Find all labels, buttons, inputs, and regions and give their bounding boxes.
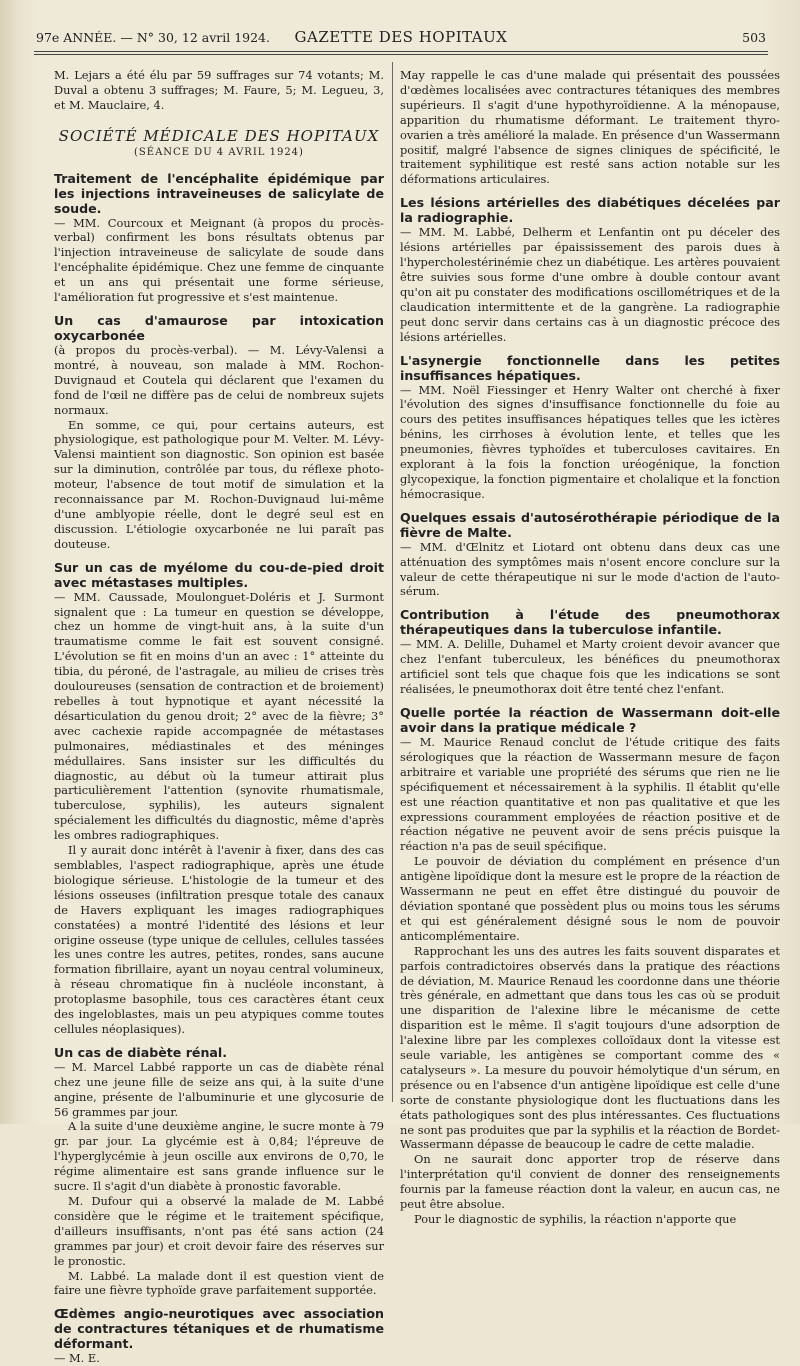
section-subtitle: (SÉANCE DU 4 AVRIL 1924) (134, 146, 304, 158)
article-body: — M. Marcel Labbé rapporte un cas de diabète rénal chez une jeune fille de seize ans qui, à la suite d'une angine, présente de l'albuminurie et une glycosurie de 56 grammes par jour. (54, 1059, 384, 1119)
journal-title: GAZETTE DES HOPITAUX (294, 28, 508, 46)
article-title: Traitement de l'encéphalite épidémique par les injections intraveineuses de salicylate de soude. (54, 170, 384, 216)
section-title: SOCIÉTÉ MÉDICALE DES HOPITAUX (58, 126, 380, 145)
article-paragraph: Rapprochant les uns des autres les faits souvent disparates et parfois contradictoires observés dans la pratique des réactions de déviation, M. Maurice Renaud les coordonne dans une théorie très générale, en admettant que dans tous les cas où se produit une disparition de l'alexine libre le mécanisme de cette disparition est le même. Il s'agit toujours d'une adsorption de l'alexine libre par les complexes colloïdaux dont la vitesse est seule variable, les antigènes se comportant comme des « catalyseurs ». La mesure du pouvoir hémolytique d'un sérum, en présence ou en l'absence d'un antigène lipoïdique est celle d'une sorte de constante physiologique dont les fluctuations dans les états pathologiques sont des plus intéressantes. Ces fluctuations ne sont pas produites que par la syphilis et la réaction de Bordet-Wassermann dépasse de beaucoup le cadre de cette maladie. (400, 943, 780, 1152)
article-paragraph: On ne saurait donc apporter trop de réserve dans l'interprétation qu'il convient de donner des renseignements fournis par la fameuse réaction dont la valeur, en aucun cas, ne peut être absolue. (400, 1152, 780, 1212)
article-paragraph: M. Dufour qui a observé la malade de M. Labbé considère que le régime et le traitement spécifique, d'ailleurs insuffisants, n'ont pas été sans action (24 grammes par jour) et croit devoir faire des réserves sur le pronostic. (54, 1194, 384, 1268)
article-continuation: May rappelle le cas d'une malade qui présentait des poussées d'œdèmes localisées avec contractures tétaniques des membres supérieurs. Il s'agit d'une hypothyroïdienne. A la ménopause, apparition du rhumatisme déformant. Le traitement thyro-ovarien a très amélioré la malade. En présence d'un Wassermann positif, malgré l'absence de signes cliniques de spécificité, le traitement syphilitique est resté sans action notable sur les déformations articulaires. (400, 68, 780, 187)
election-paragraph: M. Lejars a été élu par 59 suffrages sur 74 votants; M. Duval a obtenu 3 suffrages; M. Faure, 5; M. Legueu, 3, et M. Mauclaire, 4. (54, 68, 384, 112)
header-rule-secondary (34, 54, 768, 55)
article-title: Sur un cas de myélome du cou-de-pied droit avec métastases multiples. (54, 559, 384, 590)
article-paragraph: Il y aurait donc intérêt à l'avenir à fixer, dans des cas semblables, l'aspect radiographique, après une étude biologique sérieuse. L'histologie de la tumeur et des lésions osseuses (infiltration presque totale des canaux de Havers expliquant les images radiographiques constatées) a montré l'identité des lésions et leur origine osseuse (type unique de cellules, cellules tassées les unes contre les autres, petites, rondes, sans aucune formation fibrillaire, ayant un noyau central volumineux, à réseau chromatique fin à nucléole inconstant, à protoplasme basophile, tous ces caractères étant ceux des ingeloblastes, mais un peu atypiques comme toutes cellules néoplasiques). (54, 843, 384, 1036)
page-number: 503 (742, 30, 766, 45)
article-paragraph: A la suite d'une deuxième angine, le sucre monte à 79 gr. par jour. La glycémie est à 0,84; l'épreuve de l'hyperglycémie à jeun oscille aux environs de 0,70, le régime alimentaire est sans grande influence sur le sucre. Il s'agit d'un diabète à pronostic favorable. (54, 1119, 384, 1194)
article-body: (à propos du procès-verbal). — M. Lévy-Valensi a montré, à nouveau, son malade à MM. Rochon-Duvignaud et Coutela qui déclarent que l'examen du fond de l'œil ne diffère pas de celui de nombreux sujets normaux. (54, 342, 384, 417)
article-body: — M. E. (54, 1351, 100, 1366)
article-paragraph: Pour le diagnostic de syphilis, la réaction n'apporte que (414, 1212, 737, 1226)
column-divider (392, 62, 393, 1102)
article-body: — MM. M. Labbé, Delherm et Lenfantin ont pu déceler des lésions artérielles par épaississement des parois dues à l'hypercholestérinémie chez un diabétique. Les artères pouvaient être suivies sous forme d'une ombre à double contour avant qu'on ait pu constater des modifications oscillométriques et de la claudication intermittente et de la gangrène. La radiographie peut donc servir dans certains cas à un diagnostic précoce des lésions artérielles. (400, 225, 780, 344)
issue-info: 97e ANNÉE. — N° 30, 12 avril 1924. (36, 30, 270, 45)
article-body: — MM. A. Delille, Duhamel et Marty croient devoir avancer que chez l'enfant tuberculeux, les bénéfices du pneumothorax artificiel sont tels que chaque fois que les indications se sont réalisées, le pneumothorax doit être tenté chez l'enfant. (400, 637, 780, 697)
page-header (36, 28, 766, 48)
article-title: Un cas de diabète rénal. (54, 1044, 228, 1060)
article-body: — MM. Caussade, Moulonguet-Doléris et J. Surmont signalent que : La tumeur en question se développe, chez un homme de vingt-huit ans, à la suite d'un traumatisme comme le fait est souvent consigné. L'évolution se fit en moins d'un an avec : 1° atteinte du tibia, du péroné, de l'astragale, au milieu de crises très douloureuses (sensation de contraction et de broiement) rebelles à tout hypnotique et ayant nécessité la désarticulation du genou droit; 2° avec de la fièvre; 3° avec cachexie rapide accompagnée de métastases pulmonaires, médiastinales et des méninges médullaires. Sans insister sur les difficultés du diagnostic, au début où la tumeur attirait plus particulièrement l'attention (synovite rhumatismale, tuberculose, syphilis), les auteurs signalent spécialement les difficultés du diagnostic, même d'après les ombres radiographiques. (54, 589, 384, 843)
header-rule (34, 51, 768, 52)
article-title: Œdèmes angio-neurotiques avec association de contractures tétaniques et de rhumatisme déformant. (54, 1306, 384, 1352)
article-body: — MM. d'Œlnitz et Liotard ont obtenu dans deux cas une atténuation des symptômes mais n'osent encore conclure sur la valeur de cette thérapeutique ni sur le mode d'action de l'auto-sérum. (400, 539, 780, 599)
article-title: Un cas d'amaurose par intoxication oxycarbonée (54, 312, 384, 343)
article-title: Les lésions artérielles des diabétiques décelées par la radiographie. (400, 195, 780, 226)
article-paragraph: M. Labbé. La malade dont il est question vient de faire une fièvre typhoïde grave parfaitement supportée. (54, 1268, 384, 1298)
article-title: L'asynergie fonctionnelle dans les petites insuffisances hépatiques. (400, 352, 780, 383)
article-body: — MM. Courcoux et Meignant (à propos du procès-verbal) confirment les bons résultats obtenus par l'injection intraveineuse de salicylate de soude dans l'encéphalite épidémique. Chez une femme de cinquante et un ans qui présentait une forme sérieuse, l'amélioration fut progressive et s'est maintenue. (54, 215, 384, 305)
left-column (54, 68, 384, 1366)
right-column (400, 68, 780, 1227)
article-paragraph: Le pouvoir de déviation du complément en présence d'un antigène lipoïdique dont la mesure est le propre de la réaction de Wassermann ne peut en effet être distingué du pouvoir de déviation spontané que possèdent plus ou moins tous les sérums et qui est généralement désigné sous le nom de pouvoir anticomplémentaire. (400, 854, 780, 943)
article-paragraph: En somme, ce qui, pour certains auteurs, est physiologique, est pathologique pour M. Velter. M. Lévy-Valensi maintient son diagnostic. Son opinion est basée sur la diminution, contrôlée par tous, du réflexe photo-moteur, l'absence de tout motif de simulation et la reconnaissance par M. Rochon-Duvignaud lui-même d'une amblyopie réelle, dont le degré seul est en discussion. L'étiologie oxycarbonée ne lui paraît pas douteuse. (54, 417, 384, 551)
article-title: Quelle portée la réaction de Wassermann doit-elle avoir dans la pratique médicale ? (400, 705, 780, 735)
article-title: Contribution à l'étude des pneumothorax thérapeutiques dans la tuberculose infantile. (400, 607, 780, 638)
article-body: — M. Maurice Renaud conclut de l'étude critique des faits sérologiques que la réaction de Wassermann mesure de façon arbitraire et variable une propriété des sérums que rien ne lie spécifiquement et nécessairement à la syphilis. Il établit qu'elle est une réaction quantitative et non pas qualitative et que les expressions couramment employées de réaction positive et de réaction négative ne peuvent avoir de sens précis puisque la réaction n'a pas de seuil spécifique. (400, 735, 780, 854)
article-body: — MM. Noël Fiessinger et Henry Walter ont cherché à fixer l'évolution des signes d'insuffisance fonctionnelle du foie au cours des petites insuffisances hépatiques telles que les ictères bénins, les cirrhoses à évolution lente, et telles que les pneumonies, fièvres typhoïdes et tuberculoses cavitaires. En explorant à la fois la fonction uréogénique, la fonction glycopexique, la fonction pigmentaire et cholalique et la fonction hémocrasique. (400, 382, 780, 501)
article-title: Quelques essais d'autosérothérapie périodique de la fièvre de Malte. (400, 509, 780, 540)
